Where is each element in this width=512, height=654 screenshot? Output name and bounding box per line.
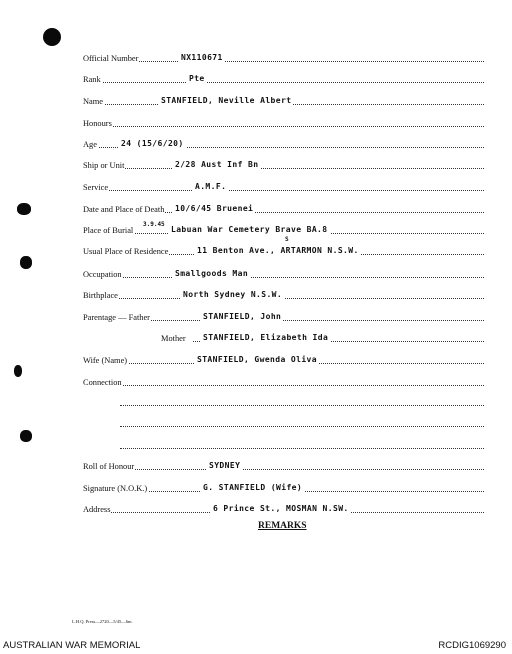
residence-row [83, 236, 484, 257]
connection-line [120, 418, 484, 427]
signature-value: G. STANFIELD (Wife) [203, 483, 303, 492]
binder-mark [20, 430, 32, 442]
name-label: Name [83, 97, 103, 106]
honours-row [83, 115, 484, 129]
official-number-row [83, 50, 484, 64]
address-row [83, 501, 484, 515]
birthplace-label: Birthplace [83, 291, 118, 300]
roll-of-honour-row [83, 458, 484, 472]
name-row [83, 93, 484, 107]
punch-hole [43, 28, 61, 46]
footer-source: AUSTRALIAN WAR MEMORIAL [3, 640, 141, 651]
remarks-heading: REMARKS [258, 521, 307, 531]
burial-value: Labuan War Cemetery Brave BA.8 [171, 225, 328, 234]
age-label: Age [83, 140, 97, 149]
father-value: STANFIELD, John [203, 312, 282, 321]
footer-record-id: RCDIG1069290 [438, 640, 506, 651]
wife-label: Wife (Name) [83, 356, 128, 365]
wife-row [83, 352, 484, 366]
occupation-value: Smallgoods Man [175, 269, 249, 278]
signature-label: Signature (N.O.K.) [83, 484, 148, 493]
death-row [83, 201, 484, 215]
death-value: 10/6/45 Bruenei [175, 204, 254, 213]
roll-of-honour-value: SYDNEY [209, 461, 241, 470]
binder-mark [20, 256, 32, 269]
official-number-label: Official Number [83, 54, 139, 63]
occupation-row [83, 266, 484, 280]
address-value: 6 Prince St., MOSMAN N.SW. [213, 504, 349, 513]
birthplace-row [83, 287, 484, 301]
roll-of-honour-label: Roll of Honour [83, 462, 135, 471]
binder-mark [17, 203, 31, 215]
official-number-value: NX110671 [181, 53, 223, 62]
connection-row [83, 374, 484, 388]
residence-correction: S [285, 236, 289, 243]
ship-or-unit-label: Ship or Unit [83, 161, 125, 170]
birthplace-value: North Sydney N.S.W. [183, 290, 283, 299]
burial-label: Place of Burial [83, 226, 134, 235]
printer-note: L.H.Q. Press—2720—5/45—6m. [72, 619, 133, 624]
address-label: Address [83, 505, 111, 514]
residence-label: Usual Place of Residence [83, 247, 169, 256]
rank-row [83, 71, 484, 85]
mother-label: Mother [161, 334, 186, 343]
burial-row [83, 222, 484, 236]
father-row [83, 309, 484, 323]
death-label: Date and Place of Death [83, 205, 165, 214]
mother-value: STANFIELD, Elizabeth Ida [203, 333, 329, 342]
ship-or-unit-value: 2/28 Aust Inf Bn [175, 160, 259, 169]
rank-value: Pte [189, 74, 205, 83]
honours-label: Honours [83, 119, 112, 128]
occupation-label: Occupation [83, 270, 122, 279]
service-value: A.M.F. [195, 182, 227, 191]
name-value: STANFIELD, Neville Albert [161, 96, 292, 105]
age-row [83, 136, 484, 150]
service-row [83, 179, 484, 193]
father-label: Parentage — Father [83, 313, 150, 322]
rank-label: Rank [83, 75, 101, 84]
wife-value: STANFIELD, Gwenda Oliva [197, 355, 317, 364]
burial-date: 3.9.45 [143, 221, 165, 228]
connection-line [120, 397, 484, 406]
binder-mark [14, 365, 22, 377]
mother-row [83, 330, 484, 344]
service-label: Service [83, 183, 109, 192]
ship-or-unit-row [83, 157, 484, 171]
connection-line [120, 440, 484, 449]
age-value: 24 (15/6/20) [121, 139, 184, 148]
connection-label: Connection [83, 378, 122, 387]
signature-row [83, 480, 484, 494]
residence-value: 11 Benton Ave., ARTARMON N.S.W. [197, 246, 359, 255]
